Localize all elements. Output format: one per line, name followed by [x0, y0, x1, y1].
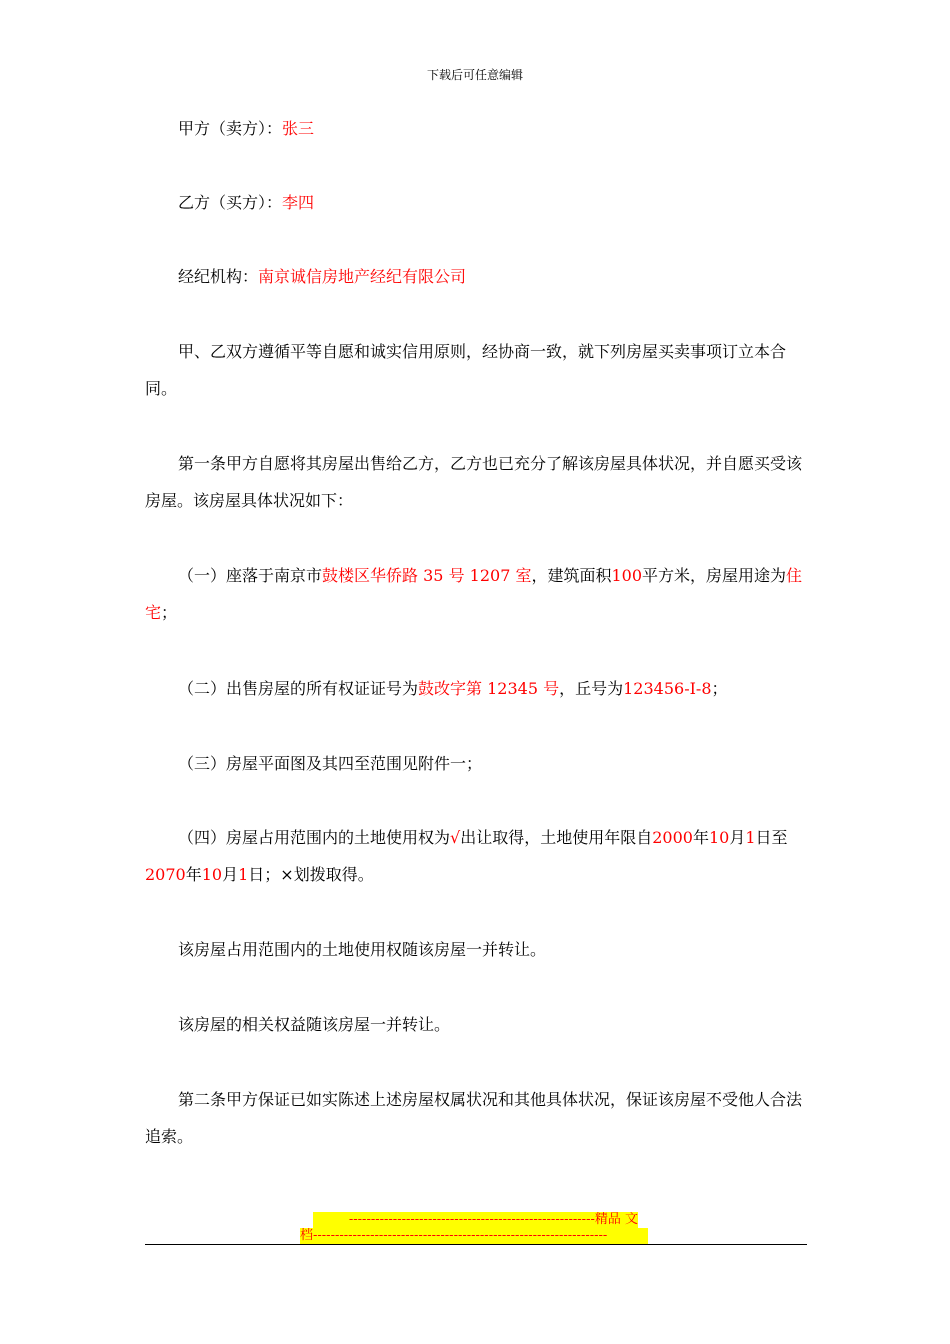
intro-paragraph: 甲、乙双方遵循平等自愿和诚实信用原则，经协商一致，就下列房屋买卖事项订立本合同。	[145, 342, 787, 398]
buyer-label: 乙方（买方）：	[178, 193, 283, 212]
footer-line-1: --------------------------------------------------------精品 文	[313, 1212, 638, 1228]
item-1-end: ；	[161, 603, 178, 622]
item-2-prefix: （二）出售房屋的所有权证证号为	[178, 679, 419, 698]
item-2-paragraph	[145, 670, 807, 707]
agency-name: 南京诚信房地产经纪有限公司	[258, 267, 467, 286]
land-transfer-paragraph: 该房屋占用范围内的土地使用权随该房屋一并转让。	[178, 940, 547, 959]
item-4-mid: 出让取得，土地使用年限自	[460, 828, 653, 847]
agency-line	[145, 258, 807, 295]
page-header: 下载后可任意编辑	[426, 68, 523, 82]
address-value: 华侨路 35 号 1207 室	[370, 566, 532, 585]
footer-line-2: 档-------------------------------------------------------------------	[300, 1228, 648, 1244]
year-unit: 年	[185, 865, 202, 884]
seller-name: 张三	[282, 119, 315, 138]
usage-value: 住宅	[145, 566, 803, 622]
item-2-mid: ，丘号为	[559, 679, 624, 698]
end-day: 1	[238, 865, 249, 884]
end-year: 2070	[145, 865, 186, 884]
buyer-name: 李四	[282, 193, 315, 212]
footer-divider	[145, 1244, 807, 1245]
month-unit: 月	[222, 865, 239, 884]
item-1-mid: ，建筑面积	[531, 566, 612, 585]
footer-watermark	[300, 1212, 650, 1244]
item-2-end: ；	[711, 679, 728, 698]
rights-transfer-paragraph: 该房屋的相关权益随该房屋一并转让。	[178, 1015, 451, 1034]
item-4-end: 日；×划拨取得。	[248, 865, 374, 884]
item-3-paragraph: （三）房屋平面图及其四至范围见附件一；	[178, 754, 483, 773]
item-1-prefix: （一）座落于南京市	[178, 566, 323, 585]
month-unit: 月	[729, 828, 746, 847]
article-2-paragraph: 第二条甲方保证已如实陈述上述房屋权属状况和其他具体状况，保证该房屋不受他人合法追索。	[145, 1090, 803, 1146]
article-1-paragraph: 第一条甲方自愿将其房屋出售给乙方，乙方也已充分了解该房屋具体状况，并自愿买受该房屋。该房屋具体状况如下：	[145, 454, 803, 510]
to-text: 日至	[755, 828, 788, 847]
seller-label: 甲方（卖方）：	[178, 119, 283, 138]
seller-line	[145, 110, 807, 147]
start-day: 1	[745, 828, 756, 847]
area-value: 100	[611, 566, 643, 585]
year-unit: 年	[692, 828, 709, 847]
item-1-mid2: 平方米，房屋用途为	[642, 566, 787, 585]
end-month: 10	[201, 865, 223, 884]
item-4-paragraph	[145, 819, 807, 893]
item-4-prefix: （四）房屋占用范围内的土地使用权为	[178, 828, 451, 847]
agency-label: 经纪机构：	[178, 267, 259, 286]
check-mark: √	[450, 828, 461, 847]
buyer-line	[145, 184, 807, 221]
start-month: 10	[708, 828, 730, 847]
start-year: 2000	[652, 828, 693, 847]
certificate-number: 鼓改字第 12345 号	[418, 679, 560, 698]
lot-number: 123456-I-8	[623, 679, 712, 698]
item-1-paragraph	[145, 557, 807, 631]
district-value: 鼓楼区	[322, 566, 371, 585]
